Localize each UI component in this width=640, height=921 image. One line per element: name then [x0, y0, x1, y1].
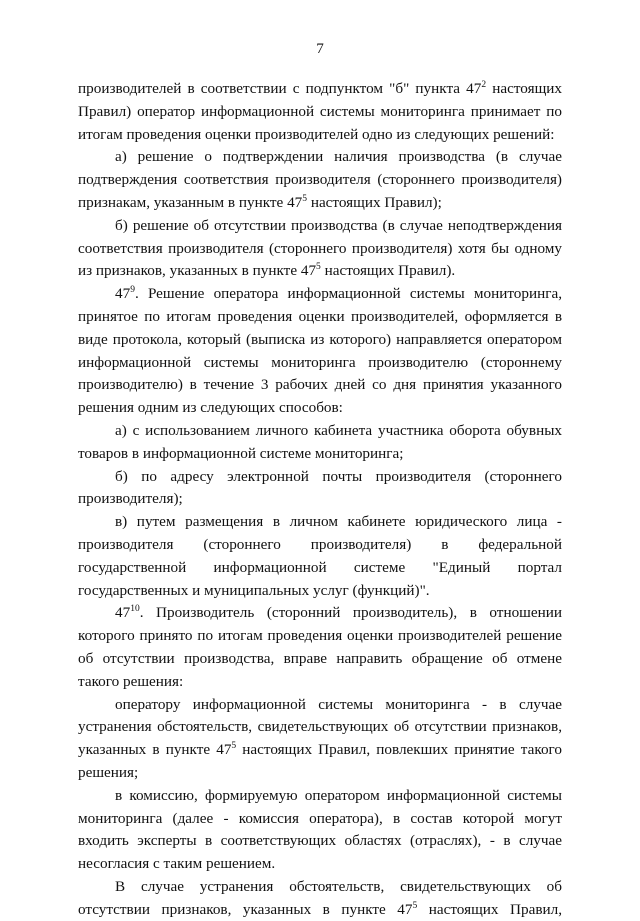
text-run: . Производитель (сторонний производитель), в отношении которого принято по итогам проведения оценки производителей решение об отсутствии производства, вправе направить обращение об отмене такого решения: [78, 604, 562, 690]
text-run: настоящих Правил, [417, 900, 562, 918]
text-run: настоящих Правил); [307, 193, 442, 211]
superscript: 5 [231, 741, 237, 752]
paragraph [78, 785, 562, 876]
text-run: в) путем размещения в личном кабинете юридического лица - производителя (стороннего производителя) в федеральной государственной информационной системе "Единый портал государственных и муниципальных услуг (функций)". [78, 513, 562, 599]
text-run: а) решение о подтверждении наличия производства (в случае подтверждения соответствия производителя (стороннего производителя) признакам, указанным в пункте 47 [78, 148, 562, 211]
paragraph [78, 876, 562, 921]
paragraph [78, 283, 562, 420]
text-run: б) решение об отсутствии производства (в случае неподтверждения соответствия производителя (стороннего производителя) хотя бы одному из признаков, указанных в пункте 47 [78, 216, 562, 280]
paragraph [78, 511, 562, 602]
paragraph [78, 146, 562, 214]
text-run: настоящих Правил, повлекших принятие такого решения; [78, 741, 563, 781]
superscript: 9 [130, 285, 135, 296]
text-run: производителей в соответствии с подпунктом "б" пункта 47 [78, 80, 482, 97]
paragraph [78, 215, 562, 283]
paragraph [78, 78, 562, 146]
paragraph [78, 694, 562, 785]
page-number: 7 [316, 40, 324, 57]
text-run: а) с использованием личного кабинета участника оборота обувных товаров в информационной системе мониторинга; [78, 421, 562, 462]
superscript: 2 [481, 80, 487, 90]
superscript: 5 [302, 193, 308, 204]
paragraph [78, 420, 562, 466]
superscript: 5 [316, 262, 321, 273]
superscript: 5 [412, 900, 418, 911]
text-run: в комиссию, формируемую оператором информационной системы мониторинга (далее - комиссия оператора), в состав которой могут входить эксперты в соответствующих областях (отраслях), - в случае несогласия с таким решением. [78, 786, 562, 873]
text-run: 47 [115, 285, 131, 303]
text-run: . Решение оператора информационной системы мониторинга, принятое по итогам проведения оценки производителей, оформляется в виде протокола, который (выписка из которого) направляется оператором информационной системы мониторинга производителю (стороннему производителю) в течение 3 рабочих дней со дня принятия указанного решения одним из следующих способов: [78, 285, 562, 417]
paragraph [78, 602, 562, 693]
text-run: настоящих Правил). [320, 262, 456, 280]
text-run: 47 [115, 604, 131, 622]
text-run: оператору информационной системы мониторинга - в случае устранения обстоятельств, свидетельствующих об отсутствии признаков, указанных в пункте 47 [78, 695, 562, 759]
body-text [78, 78, 562, 921]
text-run: б) по адресу электронной почты производителя (стороннего производителя); [78, 467, 562, 508]
text-run: настоящих Правил) оператор информационной системы мониторинга принимает по итогам проведения оценки производителей одно из следующих решений: [78, 80, 562, 143]
text-run: В случае устранения обстоятельств, свидетельствующих об отсутствии признаков, указанных в пункте 47 [78, 877, 562, 918]
superscript: 10 [130, 604, 140, 615]
paragraph [78, 466, 562, 512]
